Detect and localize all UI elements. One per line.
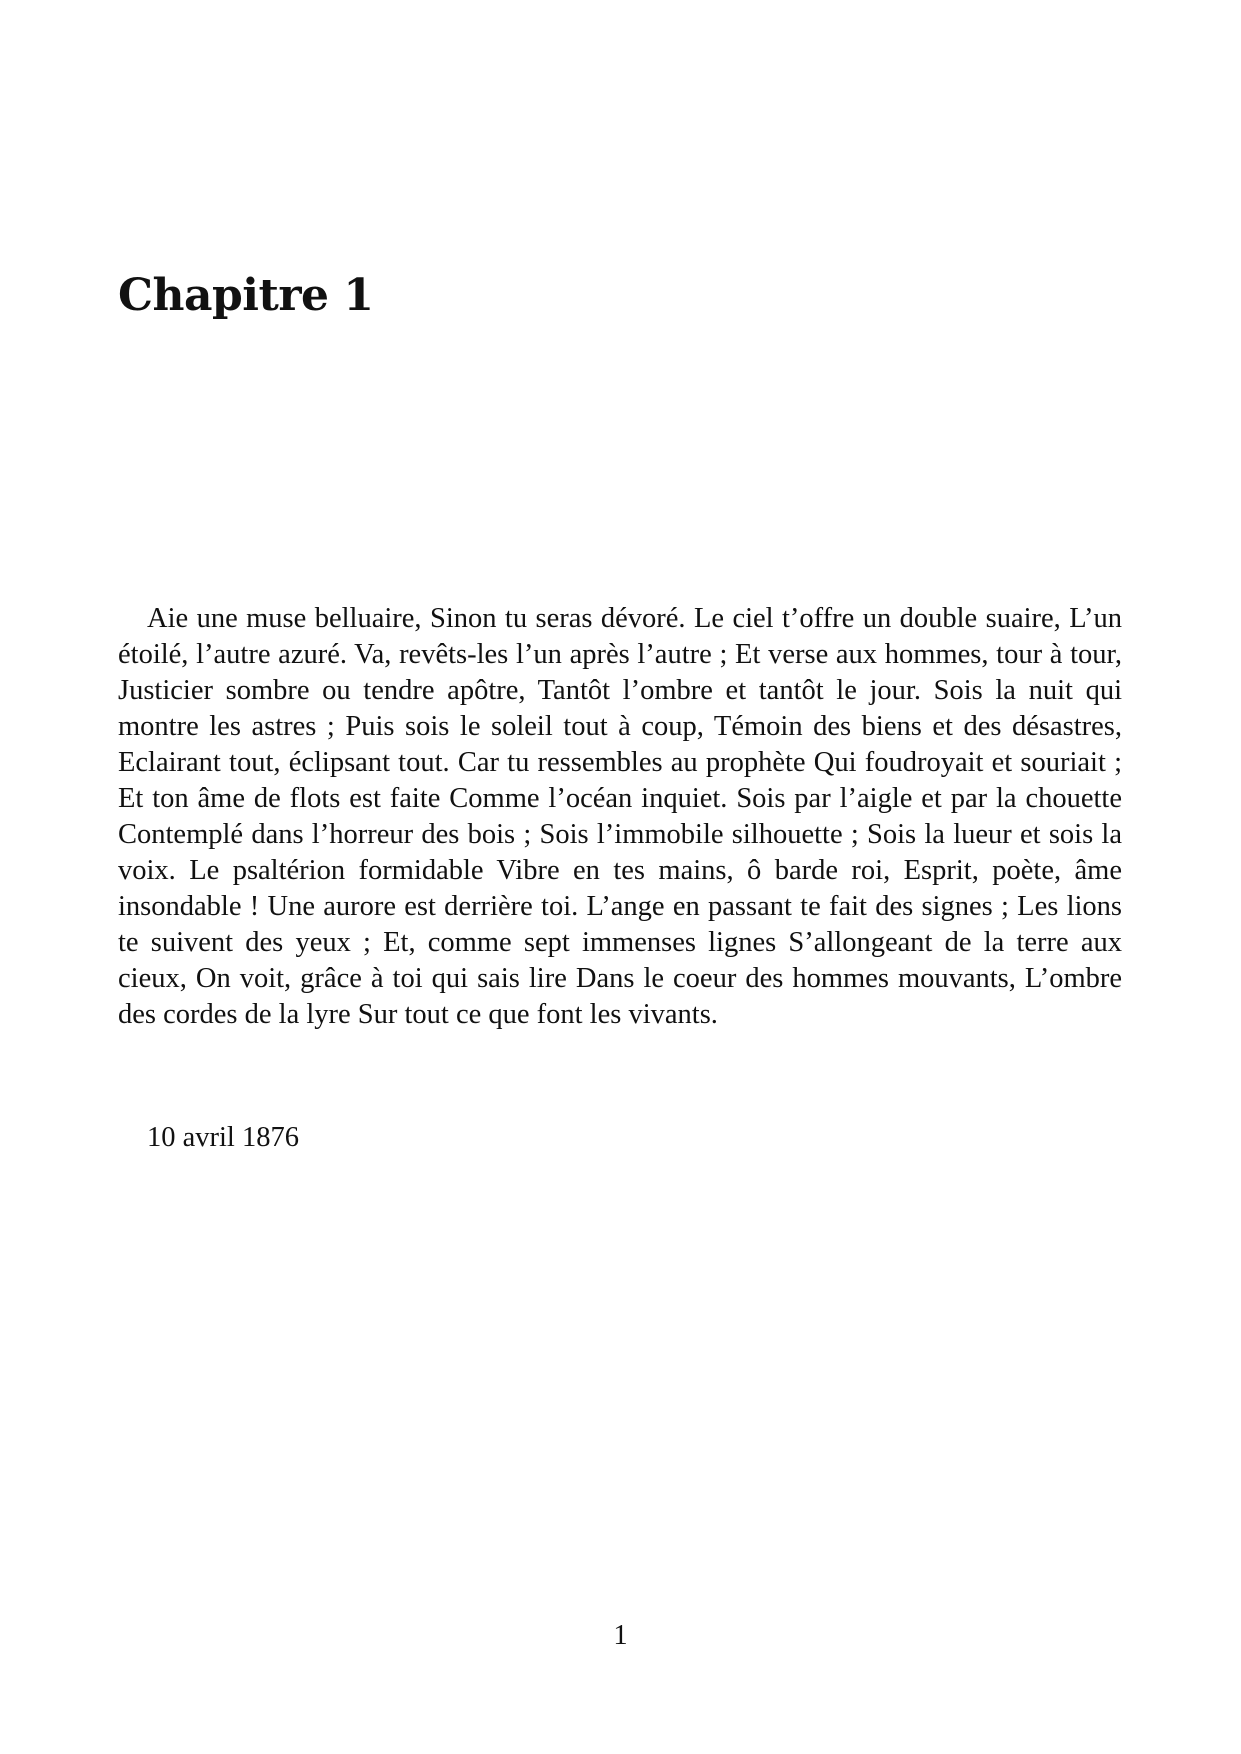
poem-date: 10 avril 1876 — [147, 1122, 299, 1153]
chapter-title: Chapitre 1 — [118, 270, 374, 321]
poem-paragraph: Aie une muse belluaire, Sinon tu seras dévoré. Le ciel t’offre un double suaire, L’un étoilé, l’autre azuré. Va, revêts-les l’un après l’autre ; Et verse aux hommes, tour à tour, Justicier sombre ou tendre apôtre, Tantôt l’ombre et tantôt le jour. Sois la nuit qui montre les astres ; Puis sois le soleil tout à coup, Témoin des biens et des désastres, Eclairant tout, éclipsant tout. Car tu ressembles au prophète Qui foudroyait et souriait ; Et ton âme de flots est faite Comme l’océan inquiet. Sois par l’aigle et par la chouette Contemplé dans l’horreur des bois ; Sois l’immobile silhouette ; Sois la lueur et sois la voix. Le psaltérion formidable Vibre en tes mains, ô barde roi, Esprit, poète, âme insondable ! Une aurore est derrière toi. L’ange en passant te fait des signes ; Les lions te suivent des yeux ; Et, comme sept immenses lignes S’allongeant de la terre aux cieux, On voit, grâce à toi qui sais lire Dans le coeur des hommes mouvants, L’ombre des cordes de la lyre Sur tout ce que font les vivants. — [118, 603, 1122, 1030]
page-number: 1 — [613, 1620, 628, 1651]
